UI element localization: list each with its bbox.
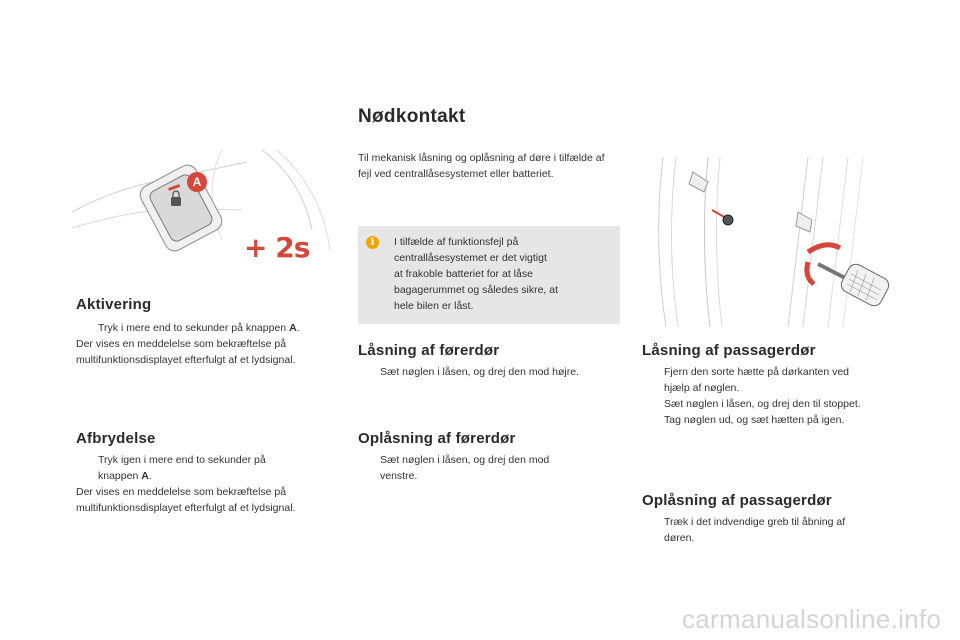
- note-line-1: I tilfælde af funktionsfejl på: [394, 236, 519, 248]
- afbrydelse-body: [76, 452, 346, 516]
- heading-afbrydelse: Afbrydelse: [76, 430, 156, 447]
- laasning-forerdor-bullet: Sæt nøglen i låsen, og drej den mod højre.: [380, 366, 580, 378]
- info-icon: i: [366, 236, 379, 249]
- laasning-passager-bullet-3: Tag nøglen ud, og sæt hætten på igen.: [664, 414, 845, 426]
- afbrydelse-bullet-text: Tryk igen i mere end to sekunder på knappen A.: [98, 454, 266, 482]
- button-a-illustration: [72, 150, 340, 268]
- note-line-4: bagagerummet og således sikre, at: [394, 284, 559, 296]
- aktivering-bullet-text: Tryk i mere end to sekunder på knappen A.: [98, 322, 300, 334]
- note-line-3: at frakoble batteriet for at låse: [394, 268, 533, 280]
- bullet-glyph: [642, 396, 664, 412]
- bullet-glyph: [358, 364, 380, 380]
- intro-text: Til mekanisk låsning og oplåsning af døre i tilfælde af fejl ved centrallåsesystemet eller batteriet.: [358, 152, 605, 180]
- laasning-passager-bullet-2: Sæt nøglen i låsen, og drej den til stoppet.: [664, 398, 861, 410]
- page-title: Nødkontakt: [358, 106, 466, 127]
- oplaasning-passagerdor-body: [642, 514, 912, 546]
- bullet-glyph: [642, 514, 664, 546]
- door-edge-drawing: [648, 152, 898, 330]
- info-note: [358, 226, 620, 324]
- list-item: [76, 452, 346, 484]
- note-line-2: centrallåsesystemet er det vigtigt: [394, 252, 547, 264]
- note-line-5: hele bilen er låst.: [394, 300, 474, 312]
- info-note-text: [394, 234, 614, 314]
- heading-laasning-forerdor: Låsning af førerdør: [358, 342, 500, 359]
- hold-duration-label: + 2s: [244, 231, 310, 264]
- list-item: [642, 412, 912, 428]
- key-a: A: [141, 470, 149, 482]
- afbrydelse-line-1: Der vises en meddelelse som bekræftelse på: [76, 486, 287, 498]
- watermark-link[interactable]: carmanualsonline.info: [682, 604, 942, 634]
- aktivering-line-2: multifunktionsdisplayet efterfulgt af et lydsignal.: [76, 354, 296, 366]
- list-item: [76, 320, 346, 336]
- key-a: A: [289, 322, 297, 334]
- aktivering-line-1: Der vises en meddelelse som bekræftelse på: [76, 338, 287, 350]
- bullet-glyph: [642, 364, 664, 396]
- list-item: [642, 396, 912, 412]
- heading-oplaasning-forerdor: Oplåsning af førerdør: [358, 430, 516, 447]
- list-item: [358, 364, 628, 380]
- bullet-glyph: [358, 452, 380, 484]
- oplaasning-forerdor-body: [358, 452, 628, 484]
- oplaasning-passager-bullet: Træk i det indvendige greb til åbning af døren.: [664, 516, 846, 544]
- laasning-forerdor-body: [358, 364, 628, 380]
- aktivering-body: [76, 320, 346, 368]
- bullet-glyph: [76, 452, 98, 484]
- bullet-glyph: [76, 320, 98, 336]
- door-lock-illustration: [648, 152, 898, 330]
- heading-oplaasning-passagerdor: Oplåsning af passagerdør: [642, 492, 832, 509]
- laasning-passagerdor-body: [642, 364, 912, 428]
- list-item: [358, 452, 628, 484]
- list-item: [642, 364, 912, 396]
- bullet-glyph: [642, 412, 664, 428]
- laasning-passager-bullet-1: Fjern den sorte hætte på dørkanten ved hjælp af nøglen.: [664, 366, 850, 394]
- afbrydelse-line-2: multifunktionsdisplayet efterfulgt af et lydsignal.: [76, 502, 296, 514]
- heading-aktivering: Aktivering: [76, 296, 152, 313]
- heading-laasning-passagerdor: Låsning af passagerdør: [642, 342, 816, 359]
- button-a-badge: [187, 172, 207, 192]
- oplaasning-forerdor-bullet: Sæt nøglen i låsen, og drej den mod venstre.: [380, 454, 550, 482]
- button-a-badge-label: A: [192, 175, 202, 189]
- list-item: [642, 514, 912, 546]
